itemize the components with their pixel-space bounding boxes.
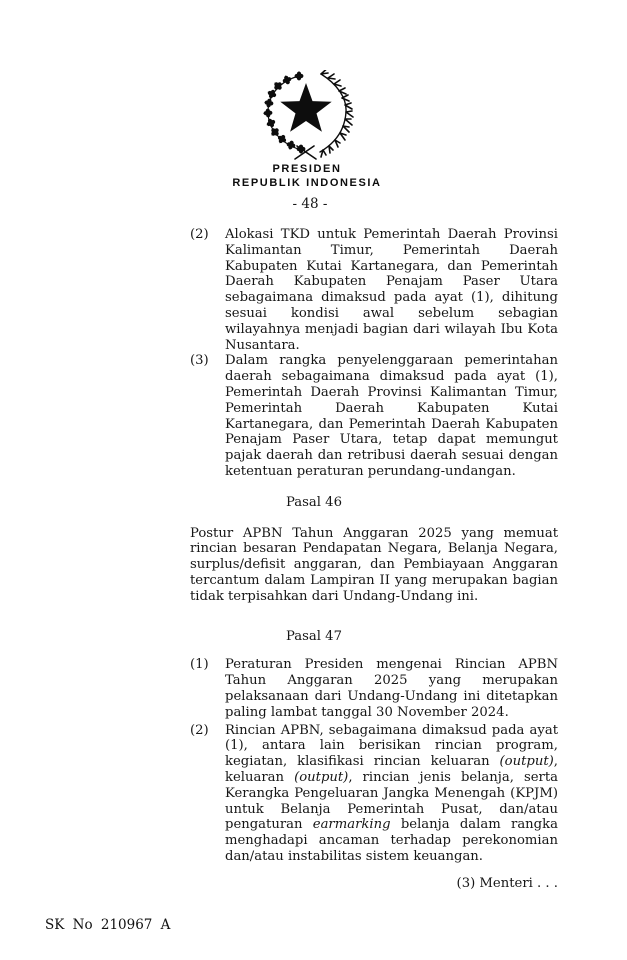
- clause-ayat-3: [190, 353, 558, 479]
- article-46-text: Postur APBN Tahun Anggaran 2025 yang memuat rincian besaran Pendapatan Negara, Belanja Negara, surplus/defisit anggaran, dan Pembiayaan Anggaran tercantum dalam Lampiran II yang merupakan bagian tidak terpisahkan dari Undang-Undang ini.: [190, 525, 558, 604]
- clause-text: Dalam rangka penyelenggaraan pemerintahan daerah sebagaimana dimaksud pada ayat (1), Pemerintah Daerah Provinsi Kalimantan Timur, Pemerintah Daerah Kabupaten Kutai Kartanegara, dan Pemerintah Daerah Kabupaten Penajam Paser Utara, tetap dapat memungut pajak daerah dan retribusi daerah sesuai dengan ketentuan peraturan perundang-undangan.: [225, 353, 558, 479]
- clause-text: Alokasi TKD untuk Pemerintah Daerah Provinsi Kalimantan Timur, Pemerintah Daerah Kabupaten Kutai Kartanegara, dan Pemerintah Daerah Kabupaten Penajam Paser Utara sebagaimana dimaksud pada ayat (1), dihitung sesuai kondisi awal sebelum sebagian wilayahnya menjadi bagian dari wilayah Ibu Kota Nusantara.: [225, 227, 558, 353]
- text-run: , rincian jenis belanja, serta Kerangka Pengeluaran Jangka Menengah (KPJM) untuk Belanja Pemerintah Pusat, dan/atau pengaturan: [225, 769, 558, 833]
- sk-number: SK No 210967 A: [45, 917, 171, 933]
- clause-number: (2): [190, 227, 209, 242]
- letterhead-republik-indonesia: REPUBLIK INDONESIA: [232, 177, 382, 189]
- letterhead: [0, 163, 614, 190]
- clause-number: (1): [190, 657, 209, 673]
- page-number: - 48 -: [292, 196, 328, 212]
- text-run-italic: earmarking: [312, 817, 391, 833]
- article-heading-pasal-47: Pasal 47: [286, 628, 342, 644]
- presidential-seal-emblem: [249, 70, 363, 162]
- text-run-italic: (output): [294, 769, 349, 785]
- clause-text: [225, 723, 558, 865]
- text-run-italic: (output): [499, 754, 554, 770]
- text-run: Rincian APBN, sebagaimana dimaksud pada ayat (1), antara lain berisikan rincian program, kegiatan, klasifikasi rincian keluaran: [225, 722, 558, 770]
- article-heading-pasal-46: Pasal 46: [286, 494, 342, 510]
- letterhead-presiden: PRESIDEN: [272, 163, 342, 175]
- rice-branch-icon: [320, 70, 353, 157]
- clause-number: (3): [190, 353, 209, 369]
- star-icon: [280, 83, 331, 132]
- catchword-next-page: (3) Menteri . . .: [456, 875, 558, 891]
- clause-pasal47-ayat-2: [190, 723, 558, 865]
- document-body: [190, 227, 558, 891]
- text-run: belanja dalam rangka menghadapi ancaman terhadap perekonomian dan/atau instabilitas sistem keuangan.: [225, 817, 558, 864]
- clause-pasal47-ayat-1: [190, 657, 558, 720]
- clause-number: (2): [190, 722, 209, 738]
- clause-text: Peraturan Presiden mengenai Rincian APBN Tahun Anggaran 2025 yang merupakan pelaksanaan dari Undang-Undang ini ditetapkan paling lambat tanggal 30 November 2024.: [225, 657, 558, 720]
- text-run: , keluaran: [225, 754, 558, 785]
- clause-ayat-2: [190, 227, 558, 353]
